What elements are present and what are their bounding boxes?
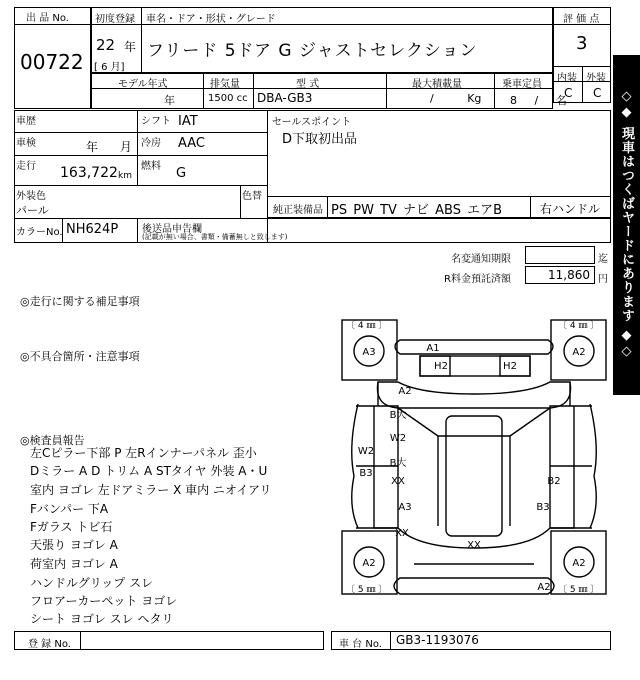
damage-code-wheel-rr: A2 — [572, 558, 586, 569]
shift-label: シフト — [141, 116, 171, 127]
interior-grade: C — [564, 86, 573, 100]
interior-label: 内装 — [557, 73, 577, 84]
inspector-report-line: Fガラス トビ石 — [30, 520, 113, 534]
damage-code-front-bumper: A1 — [426, 343, 440, 354]
history-label: 車歴 — [16, 116, 36, 127]
yard-location-banner: ◇◆ 現車はつくばヤードにあります ◆◇ — [613, 55, 640, 395]
inspector-report-line: 荷室内 ヨゴレ A — [30, 557, 118, 571]
first-reg-label: 初度登録 — [95, 14, 135, 25]
first-reg-year: 22 — [96, 36, 116, 54]
damage-code-xx-left-rear: XX — [395, 528, 409, 539]
damage-code-hood: A2 — [398, 386, 412, 397]
vehicle-diagram — [338, 316, 610, 598]
damage-code-a2-rear-bumper: A2 — [537, 582, 551, 593]
reg-no-label: 登 録 No. — [28, 639, 71, 650]
damage-code-w2-left: W2 — [357, 446, 375, 457]
exterior-grade: C — [593, 86, 602, 100]
inspector-report-line: 室内 ヨゴレ 左ドアミラー X 車内 ニオイアリ — [30, 483, 272, 497]
fuel-value: G — [176, 166, 187, 181]
tire-depth-bottom-right: 〔 5 ㎜ 〕 — [558, 585, 600, 595]
inspector-report-line: ハンドルグリップ スレ — [30, 576, 154, 590]
displacement-label: 排気量 — [210, 79, 240, 90]
inspection-label: 車検 — [16, 138, 36, 149]
handle-value: 右ハンドル — [540, 202, 601, 216]
exterior-color: パール — [16, 204, 49, 217]
tire-depth-top-left: 〔 4 ㎜ 〕 — [346, 321, 388, 331]
damage-code-w2-center: W2 — [389, 433, 407, 444]
mileage-value: 163,722 — [60, 165, 118, 181]
inspector-report-line: 天張り ヨゴレ A — [30, 538, 118, 552]
load-value: / Kg — [430, 92, 482, 105]
defect-notes-title: ◎不具合箇所・注意事項 — [20, 350, 140, 363]
capacity-label: 乗車定員 — [502, 79, 542, 90]
capacity-value: 8 / 名 — [510, 94, 567, 107]
inspector-report-line: フロアーカーペット ヨゴレ — [30, 594, 178, 608]
ac-value: AAC — [178, 136, 205, 151]
damage-code-b3-right: B3 — [536, 502, 550, 513]
damage-code-xx-bottom: XX — [467, 540, 481, 551]
name-change-suffix: 迄 — [598, 254, 608, 265]
lot-number: 00722 — [20, 50, 84, 74]
model-label: 車名・ドア・形状・グレード — [146, 14, 276, 25]
damage-code-b-large-1: B大 — [389, 410, 407, 421]
inspector-report-line: Fバンパー 下A — [30, 502, 109, 516]
lot-no-label: 出 品 No. — [26, 13, 69, 24]
tire-depth-bottom-left: 〔 5 ㎜ 〕 — [346, 585, 388, 595]
mileage-label: 走行 — [16, 161, 36, 172]
damage-code-h2-left: H2 — [434, 361, 448, 372]
inspector-report-line: Dミラー A D トリム A STタイヤ 外装 A・U — [30, 464, 268, 478]
inspection-value: 年 月 — [86, 140, 132, 154]
damage-code-h2-right: H2 — [503, 361, 517, 372]
damage-code-a3-left-rear: A3 — [398, 502, 412, 513]
recycle-fee: 11,860 — [548, 268, 590, 282]
driving-notes-title: ◎走行に関する補足事項 — [20, 295, 140, 308]
fuel-label: 燃料 — [141, 161, 161, 172]
damage-code-wheel-fl: A3 — [362, 347, 376, 358]
mileage-unit: km — [118, 171, 132, 181]
recycle-unit: 円 — [598, 274, 608, 285]
shift-value: IAT — [178, 114, 198, 129]
damage-code-wheel-rl: A2 — [362, 558, 376, 569]
sales-point-value: D下取初出品 — [282, 132, 358, 147]
load-label: 最大積載量 — [412, 79, 462, 90]
damage-code-b3-left: B3 — [359, 468, 373, 479]
color-no-label: カラーNo. — [16, 227, 63, 238]
damage-code-xx-center: XX — [391, 476, 405, 487]
name-change-label: 名変通知期限 — [451, 254, 511, 265]
chassis-label: 車 台 No. — [339, 639, 382, 650]
model-name: フリード 5ドア G ジャストセレクション — [147, 41, 478, 61]
post-doc-label: 後送品申告欄 — [142, 224, 202, 235]
equipment-value: PS PW TV ナビ ABS エアB — [331, 203, 503, 218]
score-label: 評 価 点 — [563, 14, 600, 25]
name-change-box — [525, 246, 595, 264]
type-value: DBA-GB3 — [257, 91, 313, 105]
year-suffix: 年 — [124, 40, 137, 54]
model-year-label: モデル年式 — [118, 79, 168, 90]
type-label: 型 式 — [296, 79, 320, 90]
sales-point-label: セールスポイント — [272, 117, 352, 128]
damage-code-b-large-2: B大 — [389, 458, 407, 469]
recycle-label: R料金預託済額 — [444, 274, 511, 285]
color-no-value: NH624P — [66, 222, 119, 237]
tire-depth-top-right: 〔 4 ㎜ 〕 — [558, 321, 600, 331]
inspector-report-line: 左Cピラー下部 P 左Rインナーパネル 歪小 — [30, 446, 257, 460]
exterior-label: 外装 — [586, 73, 606, 84]
model-year-suffix: 年 — [164, 94, 175, 107]
ac-label: 冷房 — [141, 138, 161, 149]
displacement: 1500 cc — [208, 93, 248, 104]
inspector-title: ◎検査員報告 — [20, 434, 85, 447]
equipment-label: 純正装備品 — [273, 205, 323, 216]
exterior-color-label: 外装色 — [16, 191, 46, 202]
color-change-label: 色替 — [242, 191, 262, 202]
chassis-number: GB3-1193076 — [396, 633, 479, 647]
damage-code-wheel-fr: A2 — [572, 347, 586, 358]
first-reg-month: [ 6 月] — [94, 62, 125, 73]
score-value: 3 — [576, 33, 588, 54]
post-doc-note: (記載が無い場合、書類・備蓄無しと致します) — [142, 233, 288, 241]
inspector-report-line: シート ヨゴレ スレ ヘタリ — [30, 612, 174, 626]
damage-code-b2-right: B2 — [547, 476, 561, 487]
